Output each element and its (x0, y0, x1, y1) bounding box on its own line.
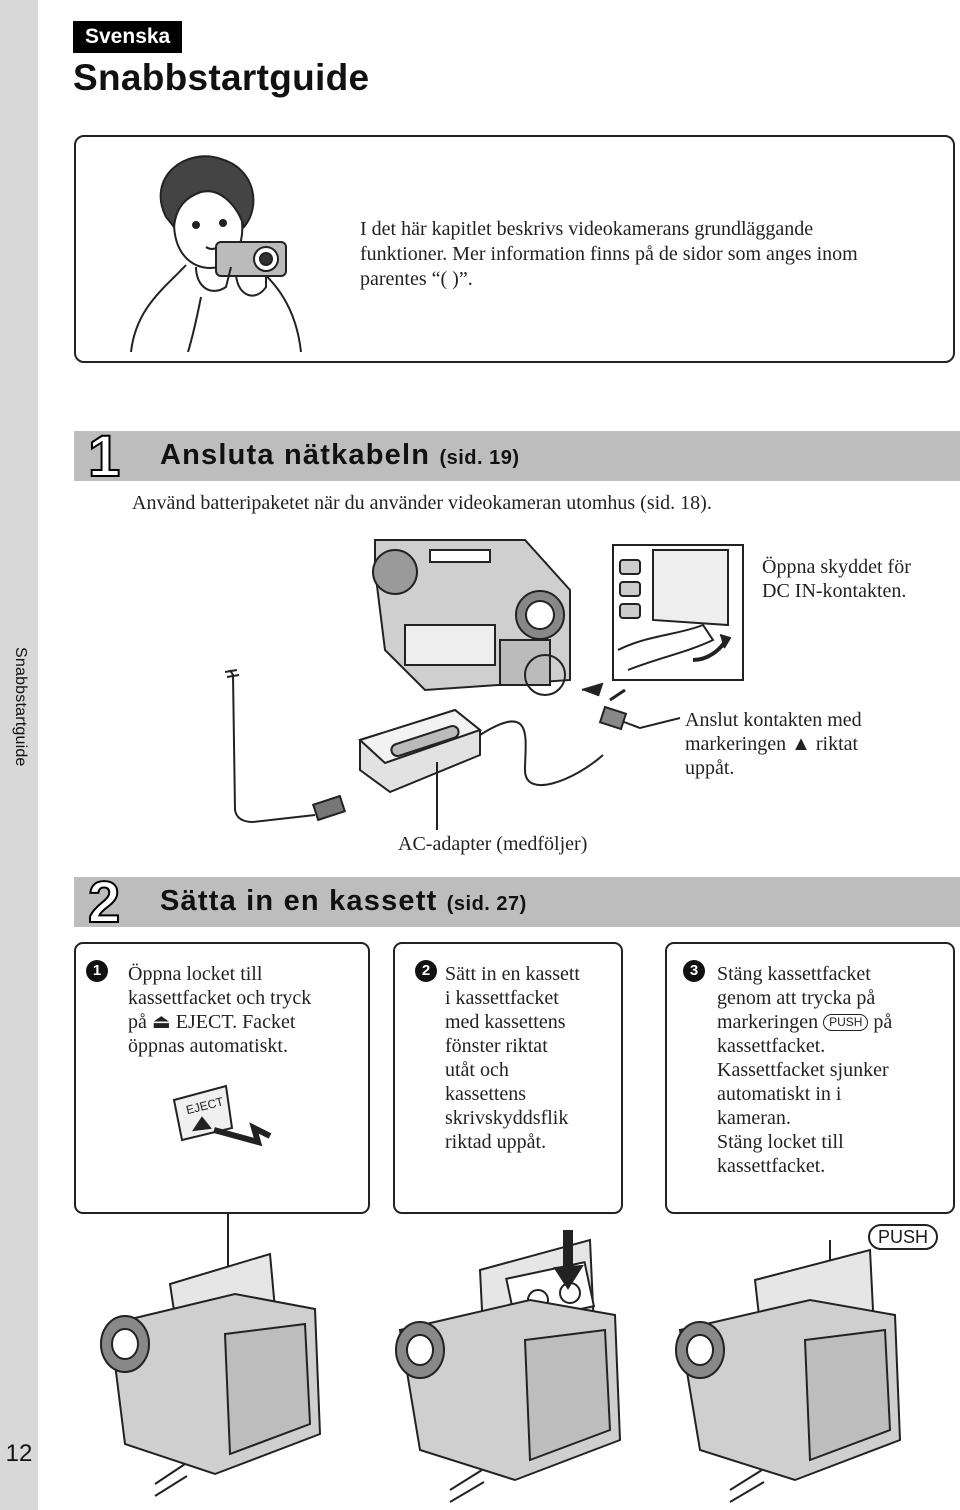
substep-2-line: riktad uppåt. (445, 1131, 547, 1153)
dc-in-callout-line: DC IN-kontakten. (762, 580, 907, 602)
substep-1-number: 1 (86, 960, 108, 982)
substep-3-line: kassettfacket. (717, 1035, 826, 1057)
intro-text (360, 217, 940, 292)
plug-callout-line: Anslut kontakten med (685, 709, 862, 731)
ac-adapter-label: AC-adapter (medföljer) (398, 833, 588, 855)
dc-in-callout (762, 555, 911, 603)
camcorder-lid-open-illustration (95, 1214, 335, 1510)
substep-1-line: öppnas automatiskt. (128, 1035, 288, 1057)
substep-3-line: Stäng locket till (717, 1131, 844, 1153)
substep-3-line: på (873, 1011, 893, 1033)
page-number: 12 (5, 1440, 33, 1467)
substep-2-number: 2 (415, 960, 437, 982)
step1-header (74, 424, 960, 489)
dc-in-callout-line: Öppna skyddet för (762, 556, 911, 578)
substep-2-line: Sätt in en kassett (445, 963, 580, 985)
intro-line: parentes “( )”. (360, 268, 473, 290)
plug-callout (685, 708, 862, 780)
step1-number: 1 (88, 424, 121, 489)
eject-button-illustration (166, 1078, 276, 1148)
camcorder-close-cassette-illustration (670, 1240, 920, 1510)
step1-title (160, 439, 520, 472)
person-with-camcorder-illustration (126, 147, 326, 352)
substep-1-line: Öppna locket till (128, 963, 263, 985)
intro-box (74, 135, 955, 363)
step2-page-ref: (sid. 27) (446, 893, 527, 915)
plug-closeup-illustration (580, 680, 685, 760)
intro-line: I det här kapitlet beskrivs videokamerans grundläggande (360, 218, 814, 240)
substep-1-box (74, 942, 370, 1214)
substep-1-line: på ⏏ EJECT. Facket (128, 1011, 296, 1033)
plug-callout-line: markeringen ▲ riktat (685, 733, 859, 755)
step1-title-text: Ansluta nätkabeln (160, 439, 431, 471)
substep-2-line: kassettens (445, 1083, 527, 1105)
substep-3-text (717, 962, 892, 1178)
step1-page-ref: (sid. 19) (439, 447, 520, 469)
substep-3-line: kassettfacket. (717, 1155, 826, 1177)
step1-battery-note: Använd batteripaketet när du använder videokameran utomhus (sid. 18). (132, 492, 712, 514)
plug-callout-line: uppåt. (685, 757, 735, 779)
camcorder-insert-cassette-illustration (390, 1230, 640, 1510)
substep-3-line: markeringen (717, 1011, 819, 1033)
substep-1-text (128, 962, 311, 1058)
substep-3-line-push (717, 1010, 892, 1034)
step2-number: 2 (88, 870, 121, 935)
language-tag: Svenska (73, 21, 182, 53)
sidebar-section-label: Snabbstartguide (12, 647, 29, 767)
substep-2-line: utåt och (445, 1059, 509, 1081)
substep-3-line: automatiskt in i (717, 1083, 842, 1105)
substep-2-line: fönster riktat (445, 1035, 548, 1057)
substep-3-box (665, 942, 955, 1214)
eject-button-label: EJECT (184, 1094, 225, 1118)
substep-2-line: i kassettfacket (445, 987, 559, 1009)
substep-2-line: med kassettens (445, 1011, 566, 1033)
step2-title-text: Sätta in en kassett (160, 885, 438, 917)
step2-title (160, 885, 527, 918)
substep-3-line: kameran. (717, 1107, 791, 1129)
camcorder-adapter-illustration (225, 530, 605, 830)
substep-3-line: Stäng kassettfacket (717, 963, 871, 985)
substep-1-line: kassettfacket och tryck (128, 987, 312, 1009)
push-callout: PUSH (868, 1224, 938, 1250)
substep-2-box (393, 942, 623, 1214)
step2-header (74, 870, 960, 935)
substep-3-line: genom att trycka på (717, 987, 876, 1009)
substep-3-number: 3 (683, 960, 705, 982)
page-title: Snabbstartguide (73, 57, 370, 98)
substep-2-text (445, 962, 580, 1154)
dc-in-closeup-illustration (608, 540, 748, 690)
substep-3-line: Kassettfacket sjunker (717, 1059, 889, 1081)
push-mark: PUSH (823, 1014, 868, 1031)
intro-line: funktioner. Mer information finns på de sidor som anges inom (360, 243, 858, 265)
substep-2-line: skrivskyddsflik (445, 1107, 569, 1129)
